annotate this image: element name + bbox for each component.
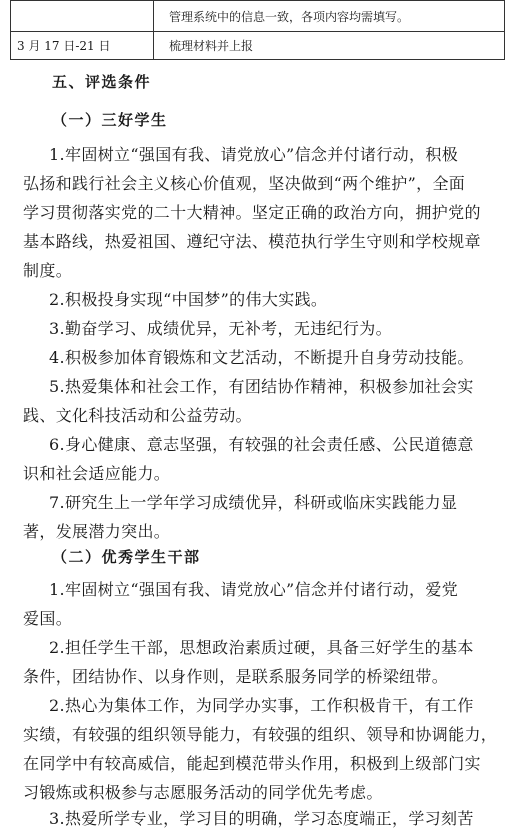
table-row (11, 1, 505, 32)
paragraph-line: 识和社会适应能力。 (23, 464, 171, 483)
date-cell (11, 1, 154, 32)
paragraph-line: 习锻炼或积极参与志愿服务活动的同学优先考虑。 (23, 783, 383, 802)
schedule-table (10, 0, 505, 60)
paragraph-line: 2.担任学生干部，思想政治素质过硬，具备三好学生的基本 (49, 638, 474, 657)
paragraph-line: 条件，团结协作、以身作则，是联系服务同学的桥梁纽带。 (23, 667, 449, 686)
paragraph-line: 5.热爱集体和社会工作，有团结协作精神，积极参加社会实 (49, 377, 474, 396)
subsection-heading-outstanding-cadre: （二）优秀学生干部 (52, 548, 201, 566)
paragraph-line: 1.牢固树立“强国有我、请党放心”信念并付诸行动，积极 (49, 145, 459, 164)
date-cell: 3 月 17 日-21 日 (11, 32, 154, 60)
paragraph-line: 基本路线，热爱祖国、遵纪守法、模范执行学生守则和学校规章 (23, 232, 481, 251)
section-heading: 五、评选条件 (52, 73, 152, 91)
paragraph-line: 2.热心为集体工作，为同学办实事，工作积极肯干，有工作 (49, 696, 474, 715)
paragraph-line: 学习贯彻落实党的二十大精神。坚定正确的政治方向，拥护党的 (23, 203, 481, 222)
paragraph-line: 弘扬和践行社会主义核心价值观，坚决做到“两个维护”，全面 (23, 174, 466, 193)
paragraph-line: 3.勤奋学习、成绩优异，无补考，无违纪行为。 (49, 319, 392, 338)
paragraph-line: 实绩，有较强的组织领导能力，有较强的组织、领导和协调能力， (23, 725, 498, 744)
paragraph-line: 2.积极投身实现“中国梦”的伟大实践。 (49, 290, 328, 309)
table-row (11, 32, 505, 60)
paragraph-line: 著，发展潜力突出。 (23, 522, 171, 541)
paragraph-line: 践、文化科技活动和公益劳动。 (23, 406, 252, 425)
task-cell: 梳理材料并上报 (154, 32, 505, 60)
paragraph-line: 爱国。 (23, 609, 73, 628)
paragraph-line: 3.热爱所学专业，学习目的明确，学习态度端正，学习刻苦 (49, 809, 474, 828)
paragraph-line: 1.牢固树立“强国有我、请党放心”信念并付诸行动，爱党 (49, 580, 459, 599)
paragraph-line: 4.积极参加体育锻炼和文艺活动，不断提升自身劳动技能。 (49, 348, 474, 367)
paragraph-line: 6.身心健康、意志坚强，有较强的社会责任感、公民道德意 (49, 435, 474, 454)
task-cell: 管理系统中的信息一致，各项内容均需填写。 (154, 1, 505, 32)
subsection-heading-merit-student: （一）三好学生 (52, 111, 168, 129)
paragraph-line: 在同学中有较高威信，能起到模范带头作用，积极到上级部门实 (23, 754, 481, 773)
paragraph-line: 制度。 (23, 261, 73, 280)
paragraph-line: 7.研究生上一学年学习成绩优异，科研或临床实践能力显 (49, 493, 458, 512)
